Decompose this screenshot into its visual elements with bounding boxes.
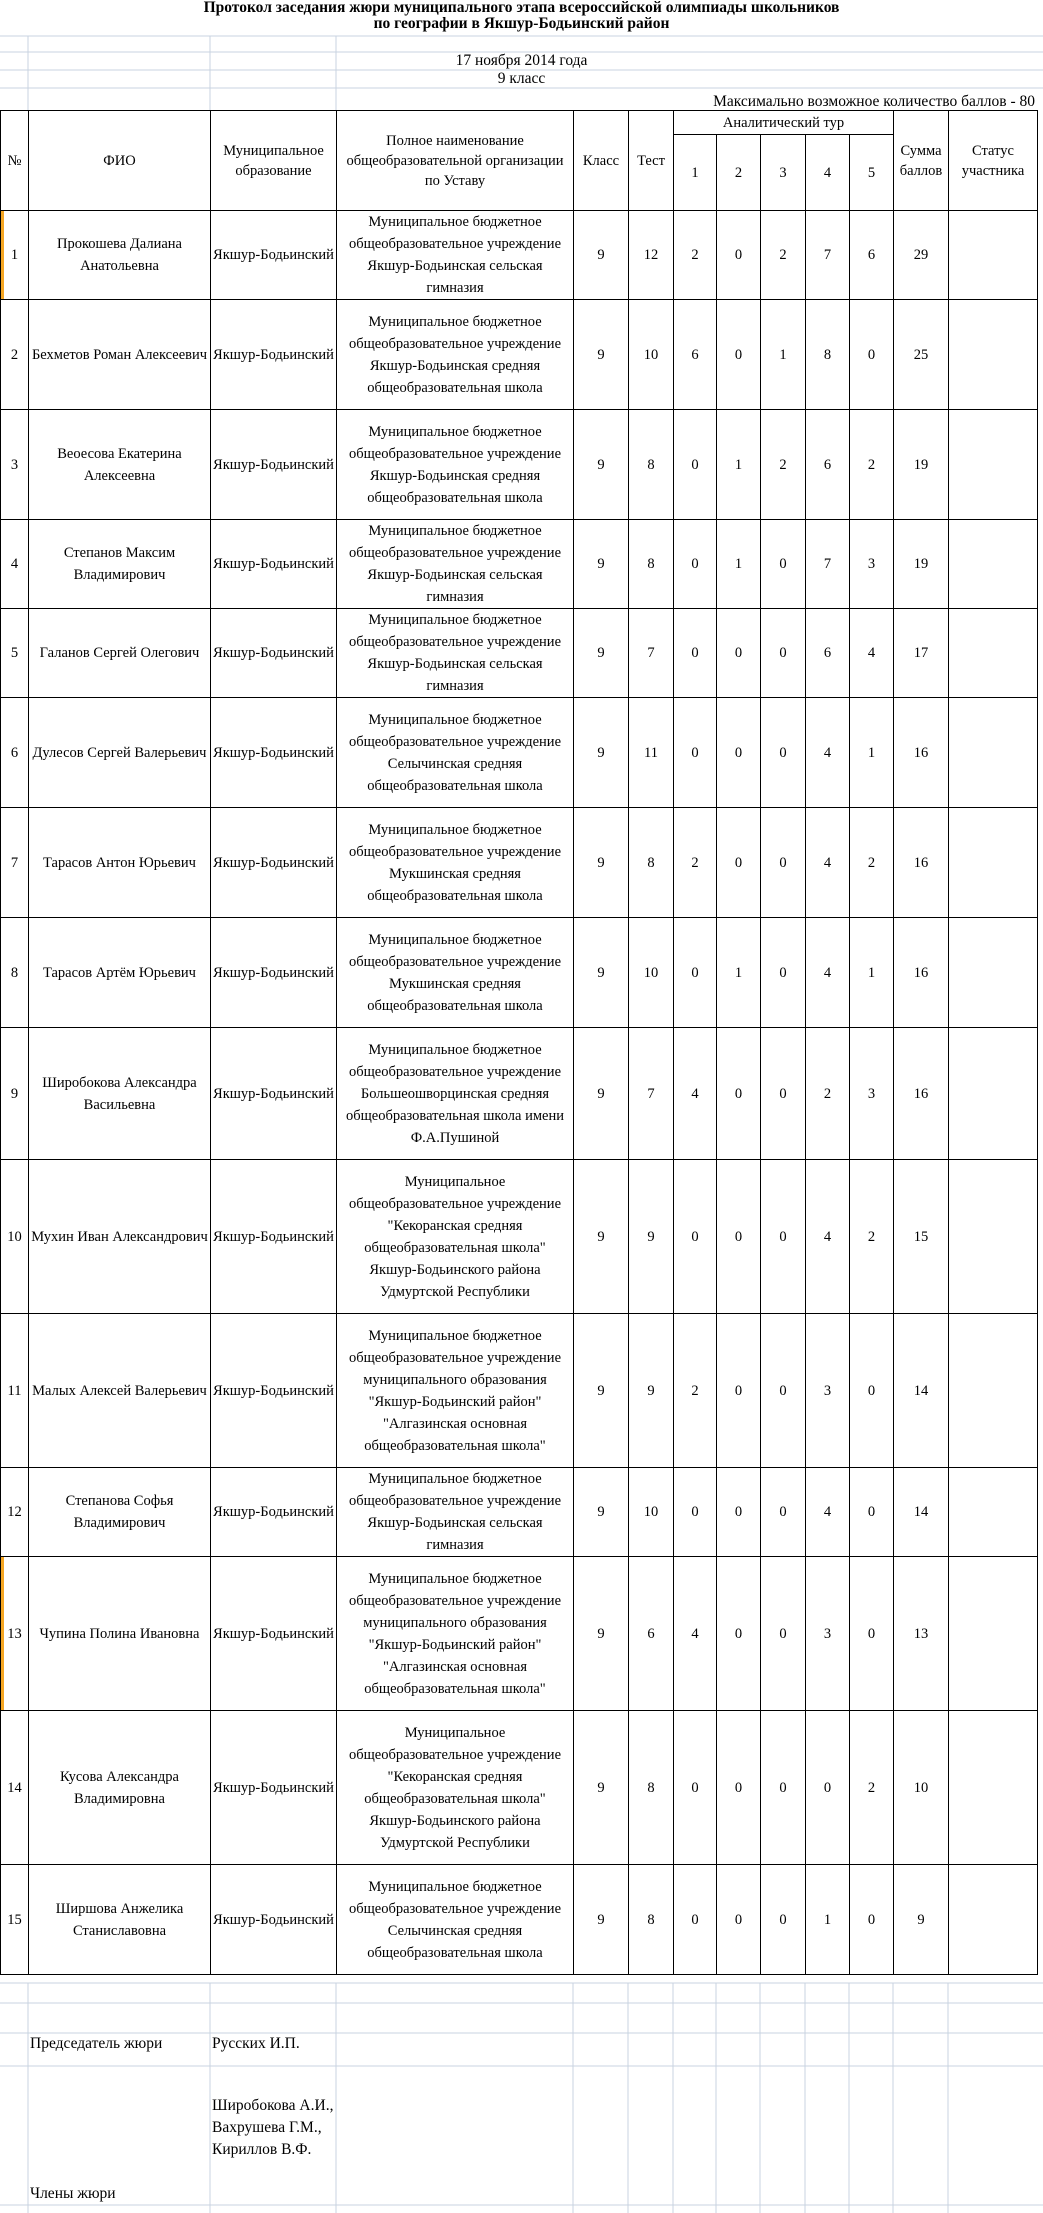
participant-name: Широбокова Александра Васильевна	[29, 1028, 211, 1160]
total-score: 29	[894, 211, 949, 300]
analytic-score-5: 2	[850, 410, 894, 520]
analytic-score-5: 0	[850, 1557, 894, 1711]
chair-name: Русских И.П.	[212, 2035, 300, 2052]
members-label: Члены жюри	[30, 2185, 116, 2202]
participant-status	[949, 211, 1038, 300]
protocol-date: 17 ноября 2014 года	[455, 52, 588, 69]
participant-name: Степанов Максим Владимирович	[29, 520, 211, 609]
participant-name: Веоесова Екатерина Алексеевна	[29, 410, 211, 520]
analytic-score-4: 4	[806, 808, 850, 918]
col-fio: ФИО	[29, 111, 211, 211]
total-score: 16	[894, 918, 949, 1028]
participant-municipality: Якшур-Бодьинский	[211, 1711, 337, 1865]
participant-organization: Муниципальное бюджетное общеобразовательное учреждение Селычинская средняя общеобразовательная школа	[337, 698, 574, 808]
table-row	[1, 1028, 1038, 1160]
row-number: 12	[1, 1468, 29, 1557]
participant-name: Тарасов Артём Юрьевич	[29, 918, 211, 1028]
col-grade: Класс	[574, 111, 629, 211]
analytic-score-1: 0	[674, 1711, 717, 1865]
participant-name: Мухин Иван Александрович	[29, 1160, 211, 1314]
table-row	[1, 1865, 1038, 1975]
analytic-score-3: 1	[761, 300, 806, 410]
participant-status	[949, 1711, 1038, 1865]
analytic-score-2: 0	[717, 300, 761, 410]
participant-municipality: Якшур-Бодьинский	[211, 1468, 337, 1557]
analytic-score-4: 6	[806, 410, 850, 520]
participant-grade: 9	[574, 211, 629, 300]
table-row	[1, 698, 1038, 808]
participant-status	[949, 1468, 1038, 1557]
protocol-title: Протокол заседания жюри муниципального этапа всероссийской олимпиады школьников	[203, 0, 840, 16]
total-score: 9	[894, 1865, 949, 1975]
analytic-score-2: 0	[717, 609, 761, 698]
participant-organization: Муниципальное бюджетное общеобразовательное учреждение Селычинская средняя общеобразовательная школа	[337, 1865, 574, 1975]
participant-status	[949, 1028, 1038, 1160]
col-status: Статус участника	[949, 111, 1038, 211]
analytic-score-5: 1	[850, 918, 894, 1028]
total-score: 19	[894, 520, 949, 609]
participant-name: Степанова Софья Владимирович	[29, 1468, 211, 1557]
table-row	[1, 1314, 1038, 1468]
participant-status	[949, 520, 1038, 609]
participant-municipality: Якшур-Бодьинский	[211, 808, 337, 918]
total-score: 10	[894, 1711, 949, 1865]
participant-organization: Муниципальное бюджетное общеобразовательное учреждение Якшур-Бодьинская сельская гимназия	[337, 609, 574, 698]
total-score: 25	[894, 300, 949, 410]
participant-grade: 9	[574, 520, 629, 609]
analytic-score-2: 0	[717, 1314, 761, 1468]
participant-organization: Муниципальное бюджетное общеобразовательное учреждение муниципального образования "Якшур-Бодьинский район" "Алгазинская основная общеобразовательная школа"	[337, 1314, 574, 1468]
table-row	[1, 300, 1038, 410]
participant-status	[949, 698, 1038, 808]
row-number: 1	[1, 211, 29, 300]
analytic-score-1: 0	[674, 1160, 717, 1314]
analytic-score-2: 1	[717, 410, 761, 520]
participant-organization: Муниципальное общеобразовательное учреждение "Кекоранская средняя общеобразовательная школа" Якшур-Бодьинского района Удмуртской Республики	[337, 1711, 574, 1865]
participant-municipality: Якшур-Бодьинский	[211, 1865, 337, 1975]
col-analytic-3: 3	[761, 135, 806, 211]
participant-name: Галанов Сергей Олегович	[29, 609, 211, 698]
protocol-grade: 9 класс	[497, 70, 546, 87]
analytic-score-2: 0	[717, 1160, 761, 1314]
analytic-score-1: 0	[674, 1468, 717, 1557]
participant-organization: Муниципальное бюджетное общеобразовательное учреждение Мукшинская средняя общеобразовательная школа	[337, 918, 574, 1028]
participant-organization: Муниципальное бюджетное общеобразовательное учреждение Якшур-Бодьинская средняя общеобразовательная школа	[337, 410, 574, 520]
analytic-score-3: 0	[761, 1160, 806, 1314]
analytic-score-2: 1	[717, 520, 761, 609]
analytic-score-3: 2	[761, 410, 806, 520]
analytic-score-5: 0	[850, 1865, 894, 1975]
analytic-score-3: 0	[761, 609, 806, 698]
participant-municipality: Якшур-Бодьинский	[211, 1160, 337, 1314]
analytic-score-3: 0	[761, 808, 806, 918]
protocol-subtitle: по географии в Якшур-Бодьинский район	[373, 15, 670, 32]
table-row	[1, 918, 1038, 1028]
table-row	[1, 410, 1038, 520]
table-row	[1, 1711, 1038, 1865]
analytic-score-3: 0	[761, 1468, 806, 1557]
participant-grade: 9	[574, 1468, 629, 1557]
analytic-score-2: 0	[717, 808, 761, 918]
analytic-score-1: 6	[674, 300, 717, 410]
analytic-score-2: 0	[717, 698, 761, 808]
table-row	[1, 1468, 1038, 1557]
participant-organization: Муниципальное бюджетное общеобразовательное учреждение Якшур-Бодьинская сельская гимназия	[337, 211, 574, 300]
participant-status	[949, 1865, 1038, 1975]
row-number: 8	[1, 918, 29, 1028]
analytic-score-5: 3	[850, 520, 894, 609]
participant-grade: 9	[574, 1711, 629, 1865]
participant-grade: 9	[574, 1314, 629, 1468]
total-score: 16	[894, 698, 949, 808]
participant-municipality: Якшур-Бодьинский	[211, 410, 337, 520]
col-analytic-2: 2	[717, 135, 761, 211]
participant-status	[949, 1160, 1038, 1314]
row-number: 14	[1, 1711, 29, 1865]
test-score: 8	[629, 410, 674, 520]
analytic-score-5: 3	[850, 1028, 894, 1160]
row-number: 2	[1, 300, 29, 410]
analytic-score-3: 0	[761, 1711, 806, 1865]
max-points-note: Максимально возможное количество баллов - 80	[713, 93, 1035, 110]
analytic-score-5: 2	[850, 1160, 894, 1314]
analytic-score-5: 6	[850, 211, 894, 300]
analytic-score-4: 4	[806, 698, 850, 808]
analytic-score-4: 0	[806, 1711, 850, 1865]
row-number: 6	[1, 698, 29, 808]
analytic-score-1: 0	[674, 520, 717, 609]
analytic-score-4: 4	[806, 1160, 850, 1314]
total-score: 15	[894, 1160, 949, 1314]
participant-grade: 9	[574, 1557, 629, 1711]
test-score: 9	[629, 1160, 674, 1314]
participant-organization: Муниципальное бюджетное общеобразовательное учреждение Якшур-Бодьинская сельская гимназия	[337, 1468, 574, 1557]
participant-status	[949, 808, 1038, 918]
chair-label: Председатель жюри	[30, 2035, 163, 2052]
participant-grade: 9	[574, 1028, 629, 1160]
analytic-score-2: 0	[717, 1028, 761, 1160]
analytic-score-4: 3	[806, 1314, 850, 1468]
participant-organization: Муниципальное бюджетное общеобразовательное учреждение Большеошворцинская средняя общеобразовательная школа имени Ф.А.Пушиной	[337, 1028, 574, 1160]
analytic-score-3: 0	[761, 1314, 806, 1468]
participant-organization: Муниципальное бюджетное общеобразовательное учреждение муниципального образования "Якшур-Бодьинский район" "Алгазинская основная общеобразовательная школа"	[337, 1557, 574, 1711]
analytic-score-5: 2	[850, 808, 894, 918]
row-number: 3	[1, 410, 29, 520]
test-score: 6	[629, 1557, 674, 1711]
row-number: 15	[1, 1865, 29, 1975]
analytic-score-2: 0	[717, 211, 761, 300]
test-score: 11	[629, 698, 674, 808]
analytic-score-1: 2	[674, 1314, 717, 1468]
col-analytic-5: 5	[850, 135, 894, 211]
participant-status	[949, 918, 1038, 1028]
participant-municipality: Якшур-Бодьинский	[211, 918, 337, 1028]
table-row	[1, 1557, 1038, 1711]
analytic-score-1: 0	[674, 1865, 717, 1975]
participant-name: Дулесов Сергей Валерьевич	[29, 698, 211, 808]
analytic-score-4: 4	[806, 1468, 850, 1557]
test-score: 10	[629, 918, 674, 1028]
analytic-score-2: 0	[717, 1711, 761, 1865]
col-test: Тест	[629, 111, 674, 211]
table-row	[1, 609, 1038, 698]
participant-municipality: Якшур-Бодьинский	[211, 520, 337, 609]
participant-name: Малых Алексей Валерьевич	[29, 1314, 211, 1468]
participant-organization: Муниципальное бюджетное общеобразовательное учреждение Якшур-Бодьинская сельская гимназия	[337, 520, 574, 609]
test-score: 9	[629, 1314, 674, 1468]
analytic-score-4: 4	[806, 918, 850, 1028]
test-score: 7	[629, 1028, 674, 1160]
row-number: 10	[1, 1160, 29, 1314]
test-score: 7	[629, 609, 674, 698]
analytic-score-3: 2	[761, 211, 806, 300]
participant-municipality: Якшур-Бодьинский	[211, 609, 337, 698]
test-score: 10	[629, 300, 674, 410]
participant-organization: Муниципальное бюджетное общеобразовательное учреждение Якшур-Бодьинская средняя общеобразовательная школа	[337, 300, 574, 410]
members-names: Широбокова А.И., Вахрушева Г.М., Кириллов В.Ф.	[212, 2097, 334, 2158]
participant-status	[949, 300, 1038, 410]
participant-municipality: Якшур-Бодьинский	[211, 1557, 337, 1711]
analytic-score-5: 2	[850, 1711, 894, 1865]
test-score: 12	[629, 211, 674, 300]
row-number: 9	[1, 1028, 29, 1160]
participant-grade: 9	[574, 609, 629, 698]
participant-name: Тарасов Антон Юрьевич	[29, 808, 211, 918]
analytic-score-1: 0	[674, 918, 717, 1028]
total-score: 19	[894, 410, 949, 520]
test-score: 8	[629, 808, 674, 918]
participant-organization: Муниципальное общеобразовательное учреждение "Кекоранская средняя общеобразовательная школа" Якшур-Бодьинского района Удмуртской Республики	[337, 1160, 574, 1314]
analytic-score-1: 4	[674, 1557, 717, 1711]
analytic-score-2: 0	[717, 1865, 761, 1975]
total-score: 14	[894, 1468, 949, 1557]
row-number: 4	[1, 520, 29, 609]
col-sum: Сумма баллов	[894, 111, 949, 211]
results-body	[1, 211, 1038, 1975]
participant-status	[949, 1314, 1038, 1468]
analytic-score-5: 1	[850, 698, 894, 808]
test-score: 8	[629, 520, 674, 609]
table-row	[1, 520, 1038, 609]
participant-name: Ширшова Анжелика Станиславовна	[29, 1865, 211, 1975]
participant-grade: 9	[574, 698, 629, 808]
participant-name: Чупина Полина Ивановна	[29, 1557, 211, 1711]
participant-grade: 9	[574, 1865, 629, 1975]
col-analytic: Аналитический тур	[674, 111, 894, 135]
participant-municipality: Якшур-Бодьинский	[211, 1314, 337, 1468]
analytic-score-1: 0	[674, 410, 717, 520]
analytic-score-3: 0	[761, 918, 806, 1028]
analytic-score-5: 0	[850, 1314, 894, 1468]
analytic-score-4: 7	[806, 520, 850, 609]
participant-status	[949, 609, 1038, 698]
total-score: 17	[894, 609, 949, 698]
analytic-score-5: 0	[850, 300, 894, 410]
results-table	[0, 110, 1038, 1975]
col-num: №	[1, 111, 29, 211]
total-score: 13	[894, 1557, 949, 1711]
col-org: Полное наименование общеобразовательной организации по Уставу	[337, 111, 574, 211]
participant-grade: 9	[574, 808, 629, 918]
participant-organization: Муниципальное бюджетное общеобразовательное учреждение Мукшинская средняя общеобразовательная школа	[337, 808, 574, 918]
analytic-score-2: 0	[717, 1557, 761, 1711]
analytic-score-3: 0	[761, 1865, 806, 1975]
analytic-score-4: 6	[806, 609, 850, 698]
total-score: 16	[894, 1028, 949, 1160]
test-score: 10	[629, 1468, 674, 1557]
analytic-score-3: 0	[761, 1557, 806, 1711]
analytic-score-4: 3	[806, 1557, 850, 1711]
test-score: 8	[629, 1711, 674, 1865]
participant-grade: 9	[574, 300, 629, 410]
table-row	[1, 211, 1038, 300]
analytic-score-4: 7	[806, 211, 850, 300]
col-analytic-4: 4	[806, 135, 850, 211]
analytic-score-1: 2	[674, 211, 717, 300]
participant-name: Прокошева Далиана Анатольевна	[29, 211, 211, 300]
participant-status	[949, 1557, 1038, 1711]
table-row	[1, 1160, 1038, 1314]
row-number: 11	[1, 1314, 29, 1468]
analytic-score-1: 2	[674, 808, 717, 918]
row-number: 13	[1, 1557, 29, 1711]
participant-status	[949, 410, 1038, 520]
analytic-score-5: 0	[850, 1468, 894, 1557]
analytic-score-2: 0	[717, 1468, 761, 1557]
analytic-score-2: 1	[717, 918, 761, 1028]
participant-grade: 9	[574, 410, 629, 520]
participant-grade: 9	[574, 1160, 629, 1314]
participant-municipality: Якшур-Бодьинский	[211, 300, 337, 410]
analytic-score-1: 0	[674, 609, 717, 698]
analytic-score-4: 2	[806, 1028, 850, 1160]
test-score: 8	[629, 1865, 674, 1975]
total-score: 16	[894, 808, 949, 918]
participant-grade: 9	[574, 918, 629, 1028]
analytic-score-1: 4	[674, 1028, 717, 1160]
row-number: 7	[1, 808, 29, 918]
analytic-score-3: 0	[761, 520, 806, 609]
participant-municipality: Якшур-Бодьинский	[211, 211, 337, 300]
participant-name: Бехметов Роман Алексеевич	[29, 300, 211, 410]
row-number: 5	[1, 609, 29, 698]
table-row	[1, 808, 1038, 918]
col-analytic-1: 1	[674, 135, 717, 211]
analytic-score-1: 0	[674, 698, 717, 808]
analytic-score-4: 1	[806, 1865, 850, 1975]
analytic-score-5: 4	[850, 609, 894, 698]
participant-municipality: Якшур-Бодьинский	[211, 1028, 337, 1160]
analytic-score-3: 0	[761, 1028, 806, 1160]
analytic-score-3: 0	[761, 698, 806, 808]
participant-municipality: Якшур-Бодьинский	[211, 698, 337, 808]
total-score: 14	[894, 1314, 949, 1468]
col-municipality: Муниципальное образование	[211, 111, 337, 211]
analytic-score-4: 8	[806, 300, 850, 410]
participant-name: Кусова Александра Владимировна	[29, 1711, 211, 1865]
